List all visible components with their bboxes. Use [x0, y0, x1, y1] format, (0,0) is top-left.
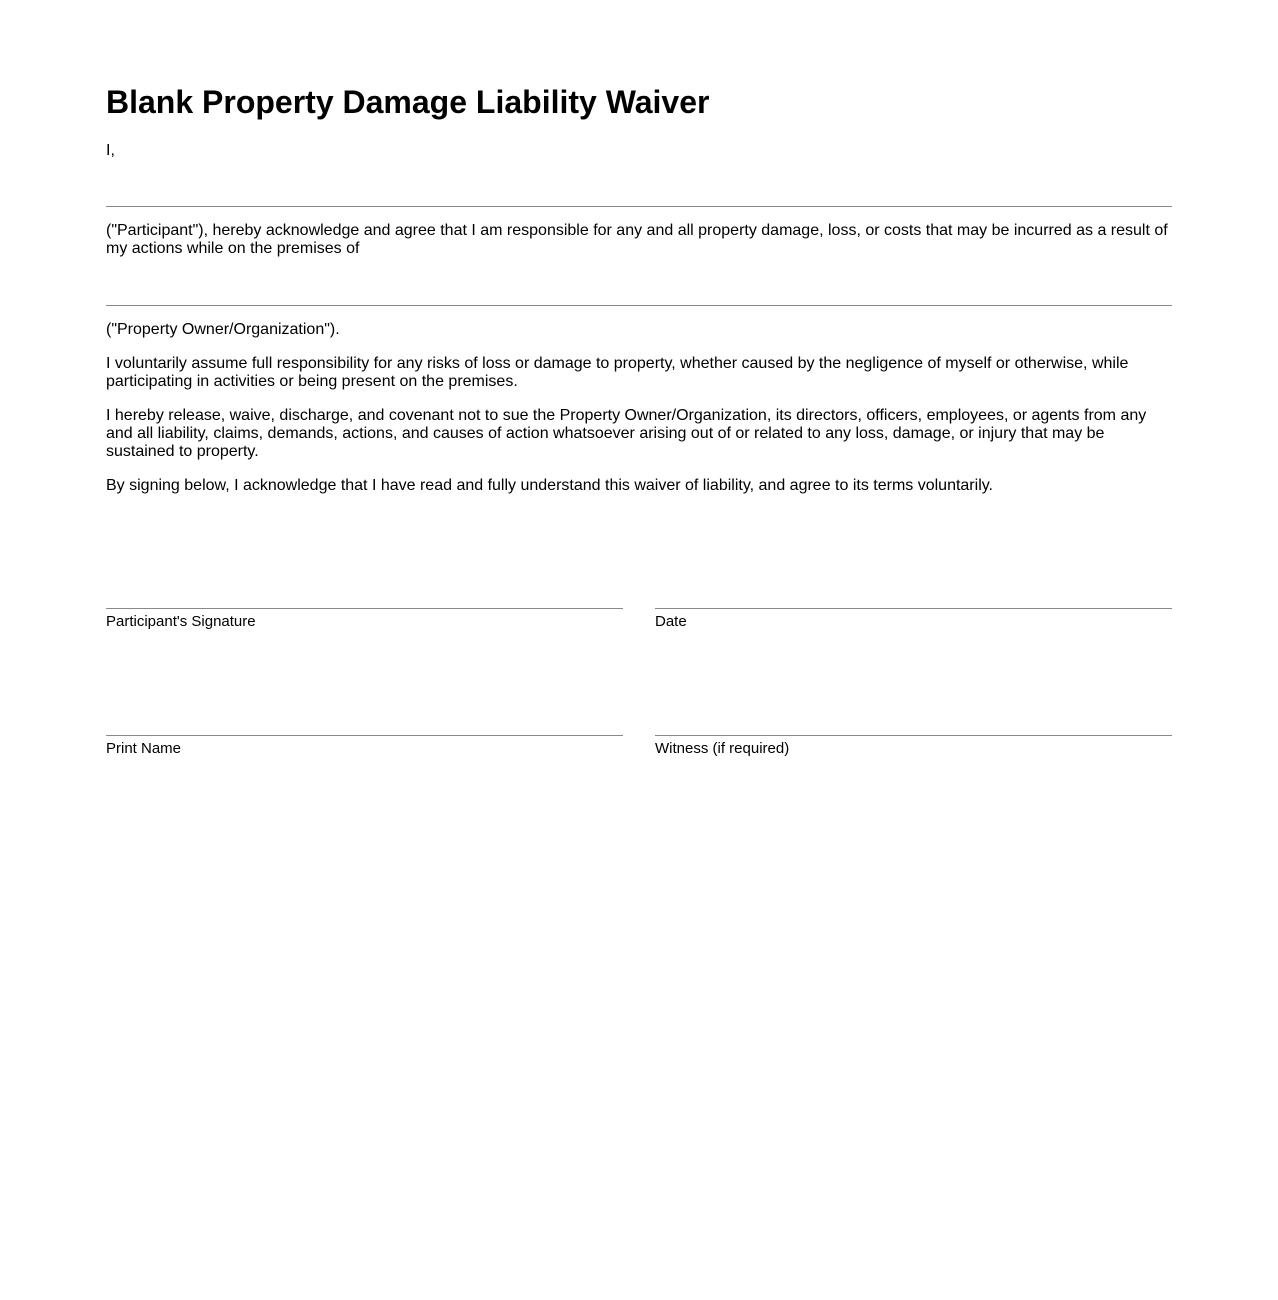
- release-paragraph: I hereby release, waive, discharge, and covenant not to sue the Property Owner/Organization, its directors, officers, employees, or agents from any and all liability, claims, demands, actions, and causes of action whatsoever arising out of or related to any loss, damage, or injury that may be sustained to property.: [106, 407, 1147, 460]
- participant-name-line[interactable]: [106, 206, 1172, 207]
- witness-label: Witness (if required): [655, 740, 790, 757]
- page-title: Blank Property Damage Liability Waiver: [106, 84, 710, 120]
- acknowledgement-paragraph: By signing below, I acknowledge that I have read and fully understand this waiver of liability, and agree to its terms voluntarily.: [106, 477, 993, 494]
- date-field[interactable]: [655, 608, 1172, 631]
- witness-field[interactable]: [655, 735, 1172, 758]
- participant-signature-label: Participant's Signature: [106, 613, 256, 630]
- intro-text: I,: [106, 142, 115, 159]
- risk-assumption-paragraph: I voluntarily assume full responsibility for any risks of loss or damage to property, whether caused by the negligence of myself or otherwise, while participating in activities or being present on the premises.: [106, 355, 1129, 390]
- owner-clause: ("Property Owner/Organization").: [106, 321, 340, 338]
- participant-clause: ("Participant"), hereby acknowledge and agree that I am responsible for any and all property damage, loss, or costs that may be incurred as a result of my actions while on the premises of: [106, 222, 1168, 257]
- print-name-label: Print Name: [106, 740, 182, 757]
- date-line[interactable]: [655, 608, 1172, 609]
- participant-signature-line[interactable]: [106, 608, 623, 609]
- property-owner-line[interactable]: [106, 305, 1172, 306]
- print-name-field[interactable]: [106, 735, 623, 758]
- witness-line[interactable]: [655, 735, 1172, 736]
- print-name-line[interactable]: [106, 735, 623, 736]
- date-label: Date: [655, 613, 687, 630]
- participant-signature-field[interactable]: [106, 608, 623, 631]
